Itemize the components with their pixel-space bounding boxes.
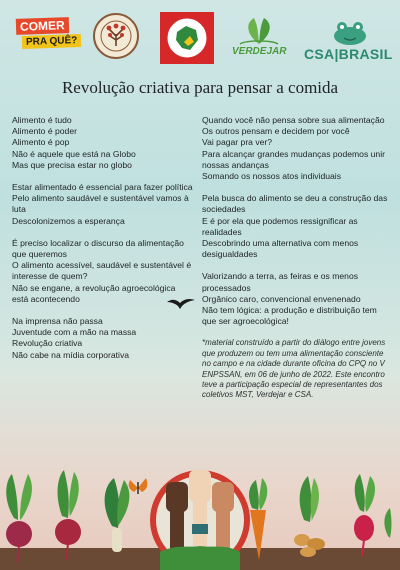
poem-line: Descobrindo uma alternativa com menos desigualdades	[202, 238, 359, 260]
beet-icon	[55, 470, 81, 560]
poem-line: Para alcançar grandes mudanças podemos unir nossas andanças	[202, 148, 385, 170]
poem-line: Juventude com a mão na massa	[12, 327, 137, 338]
right-column	[202, 115, 388, 412]
poem-line: Mas que precisa estar no globo	[12, 159, 132, 170]
footnote: *material construído a partir do diálogo entre jovens que produzem ou tem uma alimentação consciente no campo e na cidade durante oficina do CPQ no V ENPSSAN, em 06 de junho de 2022. Este encontro teve a participação especial de representantes dos coletivos MST, Verdejar e CSA.	[202, 338, 386, 400]
poem-stanza	[202, 271, 388, 327]
bird-icon	[166, 296, 196, 310]
poem-line: Valorizando a terra, as feiras e os menos processados	[202, 271, 359, 293]
poem-line: Quando você não pensa sobre sua alimentação	[202, 115, 385, 125]
comer-pra-que-logo	[16, 18, 82, 54]
poem-line: Descolonizemos a esperança	[12, 215, 125, 226]
left-column	[12, 115, 194, 372]
vegetable-garden-illustration	[0, 448, 400, 570]
poem-line: Pelo alimento saudável e sustentável vamos à luta	[12, 193, 189, 215]
poem-line: Estar alimentado é essencial para fazer política	[12, 182, 193, 193]
seal-logo-icon	[92, 12, 140, 60]
poem-stanza	[12, 115, 194, 171]
csa-frog-icon	[302, 16, 398, 46]
csa-brasil-logo	[302, 16, 398, 64]
poem-line: O alimento acessível, saudável e sustentável é interesse de quem?	[12, 260, 192, 282]
csa-label: CSA|BRASIL	[304, 46, 393, 62]
butterfly-icon	[129, 478, 148, 494]
poem-line: Orgânico caro, convencional envenenado	[202, 293, 361, 304]
poem-line: Não tem lógica: a produção e distribuição tem que ser agroecológica!	[202, 305, 377, 327]
carrot-icon	[249, 478, 267, 560]
comer-logo-line2: PRA QUÊ?	[22, 34, 82, 49]
poem-line: Os outros pensam e decidem por você	[202, 126, 350, 137]
poem-stanza	[202, 193, 388, 260]
poem-line: Na imprensa não passa	[12, 316, 103, 327]
poem-line: Não se engane, a revolução agroecológica está acontecendo	[12, 282, 176, 304]
poem-line: E é por ela que podemos ressignificar as realidades	[202, 215, 358, 237]
raised-fists-icon	[150, 470, 250, 570]
poem-stanza	[12, 316, 194, 361]
poem-line: Alimento é pop	[12, 137, 70, 148]
comer-logo-line1: COMER	[16, 17, 69, 35]
logo-bar	[0, 8, 400, 70]
mst-logo-icon	[160, 12, 214, 64]
verdejar-logo-icon	[228, 14, 290, 64]
potato-plant-icon	[294, 476, 325, 557]
leafy-green-icon	[105, 478, 130, 552]
page-title: Revolução criativa para pensar a comida	[61, 78, 339, 97]
radish-icon	[354, 474, 375, 556]
poem-line: Alimento é poder	[12, 126, 77, 137]
poem-stanza	[12, 238, 194, 305]
poem-line: Não cabe na mídia corporativa	[12, 349, 130, 360]
poem-line: Revolução criativa	[12, 338, 83, 349]
poem-line: É preciso localizar o discurso da alimentação que queremos	[12, 237, 184, 260]
sprout-icon	[384, 508, 391, 538]
verdejar-label: VERDEJAR	[232, 46, 287, 57]
poem-line: Pela busca do alimento se deu a construção das sociedades	[202, 193, 388, 215]
poem-line: Vai pagar pra ver?	[202, 137, 273, 148]
poem-line: Não é aquele que está na Globo	[12, 148, 136, 159]
poem-line: Somando os nossos atos individuais	[202, 171, 342, 182]
poem-stanza	[202, 115, 388, 182]
poem-line: Alimento é tudo	[12, 115, 72, 125]
poem-stanza	[12, 182, 194, 227]
